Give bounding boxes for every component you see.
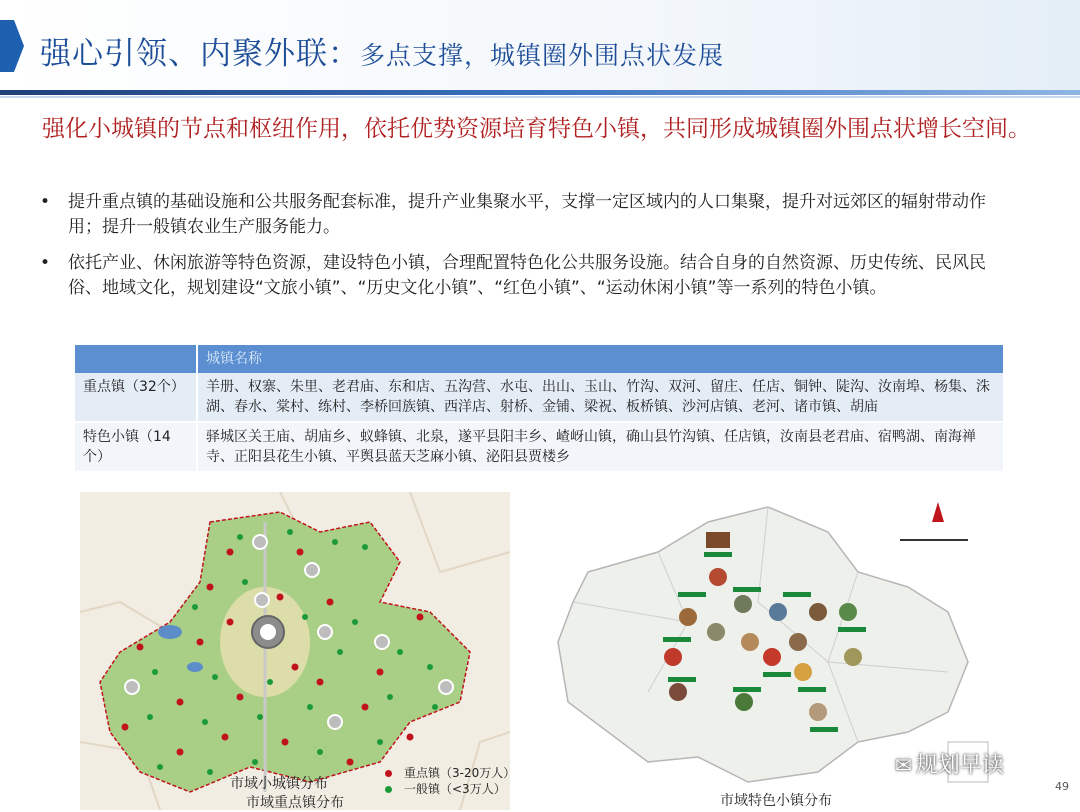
page-number: 49 [1055,780,1069,793]
legend-item-general-town [385,780,506,797]
right-map-caption: 市域特色小镇分布 [720,793,832,809]
right-map-image [528,492,1003,792]
table-header-row [75,345,1003,373]
table-cell-label: 重点镇（32个） [75,373,197,422]
legend-label: 一般镇（<3万人） [404,782,506,796]
left-map-caption-2: 市域重点镇分布 [246,795,344,811]
left-map-image [80,492,510,810]
header-divider-light [0,96,1080,98]
table-cell-label: 特色小镇（14个） [75,422,197,471]
bullet-item [40,190,1000,240]
lead-statement: 强化小城镇的节点和枢纽作用，依托优势资源培育特色小镇，共同形成城镇圈外围点状增长空间。 [42,116,1031,142]
legend-label: 重点镇（3-20万人） [404,766,516,780]
bullet-dot: • [40,192,51,212]
bullet-text: 提升重点镇的基础设施和公共服务配套标准，提升产业集聚水平，支撑一定区域内的人口集聚，提升对远郊区的辐射带动作用；提升一般镇农业生产服务能力。 [68,192,986,237]
red-dot-icon [385,770,392,777]
chevron-right-icon [0,20,24,72]
header-divider [0,90,1080,95]
table-cell-value: 驿城区关王庙、胡庙乡、蚁蜂镇、北泉，遂平县阳丰乡、嵖岈山镇，确山县竹沟镇、任店镇，汝南县老君庙、宿鸭湖、南海禅寺、正阳县花生小镇、平舆县蓝天芝麻小镇、泌阳县贾楼乡 [197,422,1003,471]
title-sub: 多点支撑，城镇圈外围点状发展 [360,41,725,70]
bullet-dot: • [40,253,51,273]
watermark-text: 规划早读 [915,753,1004,778]
legend-item-key-town [385,764,515,781]
title-main: 强心引领、内聚外联： [40,36,360,72]
table-row [75,422,1003,471]
left-map-caption-1: 市域小城镇分布 [230,776,328,792]
green-dot-icon [385,786,392,793]
table-header-cell: 城镇名称 [197,345,1003,373]
bullet-text: 依托产业、休闲旅游等特色资源，建设特色小镇，合理配置特色化公共服务设施。结合自身的自然资源、历史传统、民风民俗、地域文化，规划建设“文旅小镇”、“历史文化小镇”、“红色小镇”、“运动休闲小镇”等一系列的特色小镇。 [68,253,986,298]
watermark [895,748,1004,779]
bullet-list [40,190,1000,312]
table-row [75,373,1003,422]
bullet-item [40,251,1000,301]
town-table [75,345,1003,471]
table-cell-value: 羊册、权寨、朱里、老君庙、东和店、五沟营、水屯、出山、玉山、竹沟、双河、留庄、任店、铜钟、陡沟、汝南埠、杨集、洙湖、春水、棠村、练村、李桥回族镇、西洋店、射桥、金铺、梁祝、板桥镇、沙河店镇、老河、诸市镇、胡庙 [197,373,1003,422]
slide-header [0,0,1080,90]
page-title [40,28,724,73]
wechat-icon: ✉ [895,753,912,777]
table-header-cell [75,345,197,373]
